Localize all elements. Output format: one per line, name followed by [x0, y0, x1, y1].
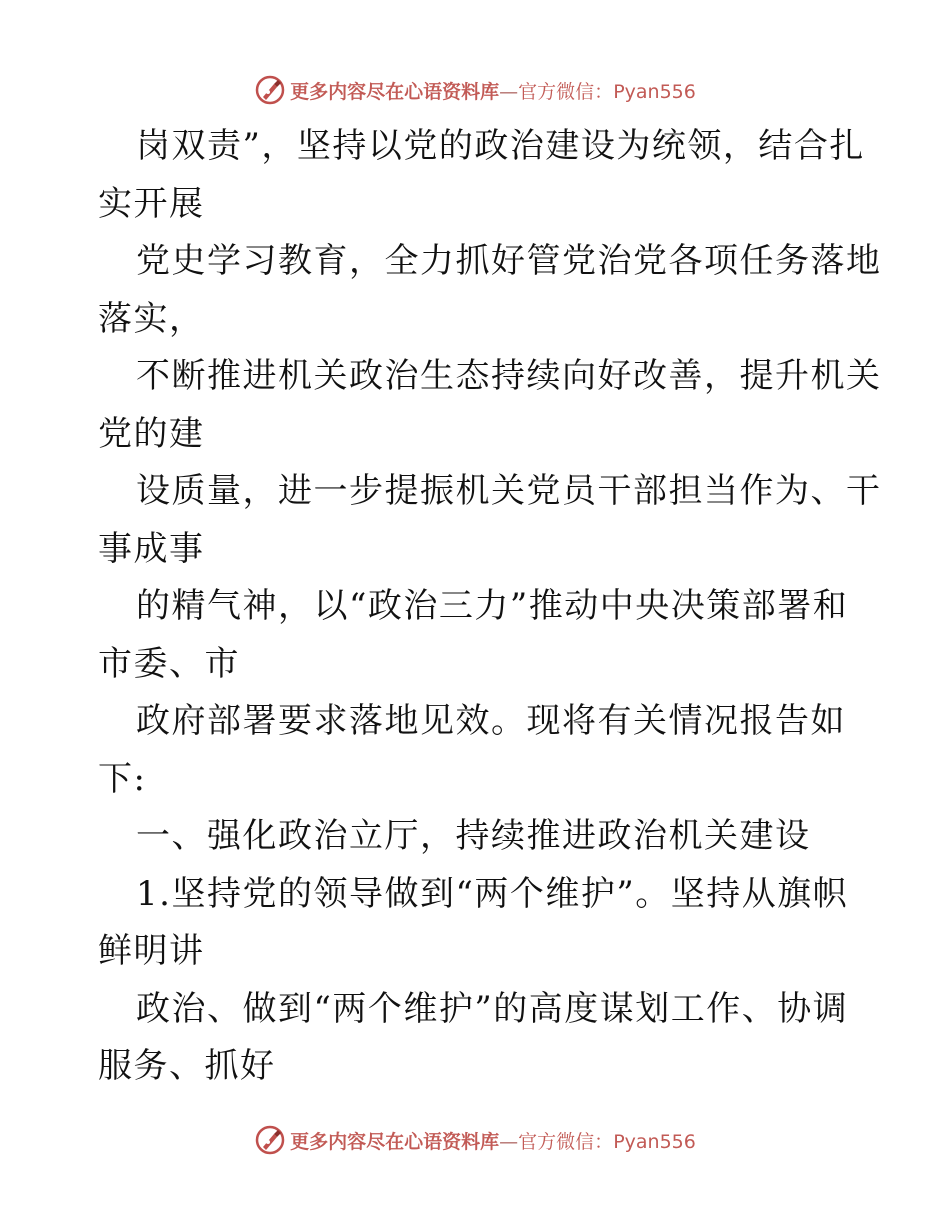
banner-wechat-id: Pyan556	[613, 1130, 696, 1153]
body-text-line: 服务、抓好	[98, 1046, 276, 1086]
body-text-line: 1.坚持党的领导做到“两个维护”。坚持从旗帜	[136, 873, 849, 914]
body-text-line: 鲜明讲	[98, 931, 205, 971]
footer-banner	[0, 1120, 950, 1160]
document-body	[98, 118, 882, 1096]
body-text-line: 政治、做到“两个维护”的高度谋划工作、协调	[136, 988, 849, 1029]
banner-wechat-label: 官方微信：	[518, 80, 614, 103]
body-text-line: 设质量，进一步提振机关党员干部担当作为、干	[136, 471, 882, 511]
body-text-line: 实开展	[98, 183, 205, 224]
body-text-line: 岗双责”，坚持以党的政治建设为统领，结合扎	[136, 126, 865, 166]
body-text-line: 落实，	[98, 298, 205, 339]
body-text-line: 下:	[98, 758, 147, 799]
banner-wechat-label: 官方微信：	[518, 1130, 614, 1153]
banner-site-name: 更多内容尽在心语资料库	[290, 1130, 500, 1153]
pen-logo-icon	[254, 74, 286, 106]
banner-text	[290, 1127, 696, 1154]
body-text-line: 党的建	[98, 413, 205, 454]
banner-text	[290, 77, 696, 104]
body-text-line: 不断推进机关政治生态持续向好改善，提升机关	[136, 356, 882, 396]
banner-dash: —	[499, 1130, 519, 1153]
body-text-line: 政府部署要求落地见效。现将有关情况报告如	[136, 701, 846, 741]
body-text-line: 的精气神，以“政治三力”推动中央决策部署和	[136, 586, 849, 626]
body-text-line: 市委、市	[98, 643, 240, 684]
pen-logo-icon	[254, 1124, 286, 1156]
banner-wechat-id: Pyan556	[613, 80, 696, 103]
body-text-line: 党史学习教育，全力抓好管党治党各项任务落地	[136, 241, 882, 281]
body-text-line: 事成事	[98, 528, 205, 569]
body-text-line: 一、强化政治立厅，持续推进政治机关建设	[136, 816, 811, 856]
header-banner	[0, 70, 950, 110]
banner-site-name: 更多内容尽在心语资料库	[290, 80, 500, 103]
banner-dash: —	[499, 80, 519, 103]
